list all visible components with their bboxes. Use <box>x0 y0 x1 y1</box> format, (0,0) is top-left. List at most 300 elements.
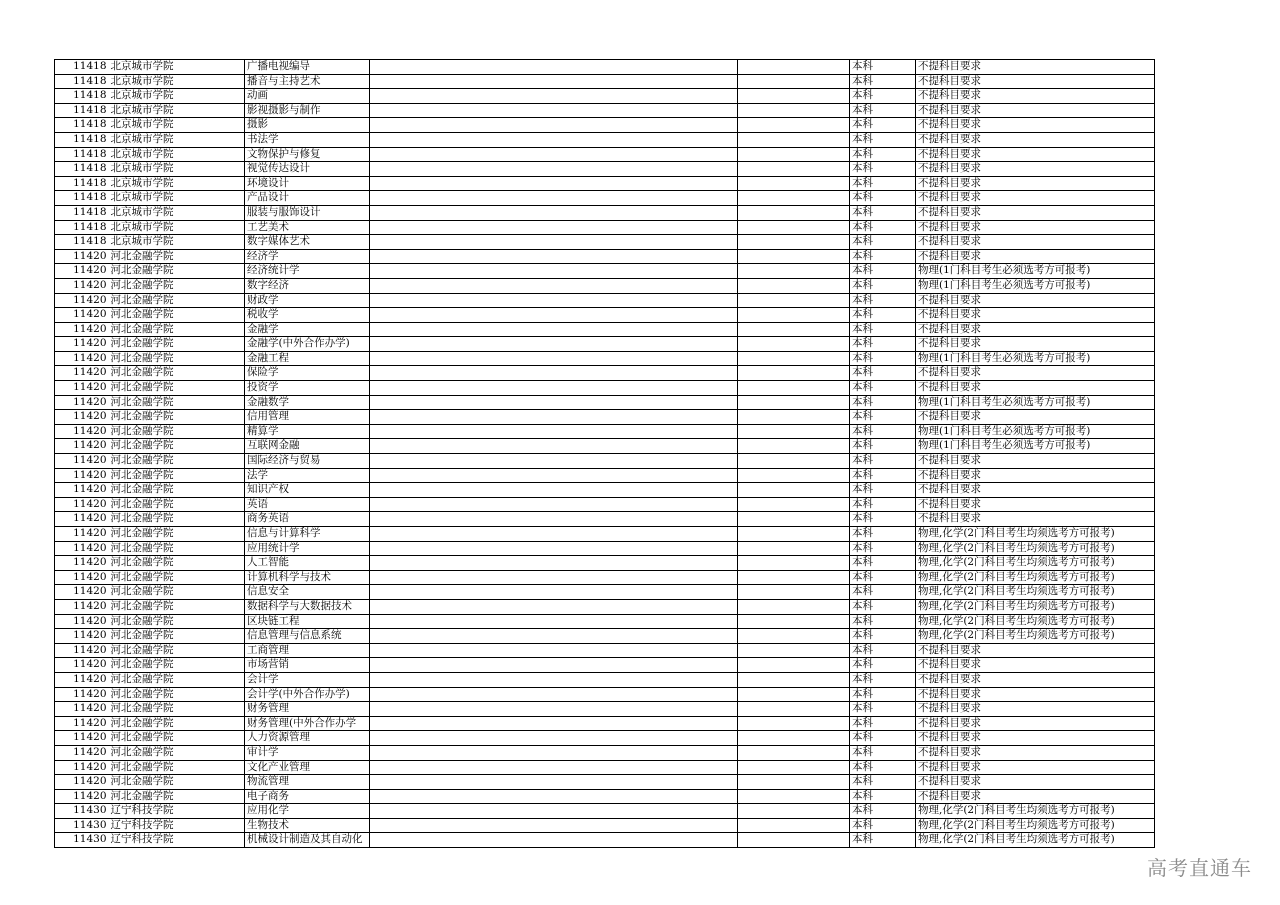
major-name-cell: 信息管理与信息系统 <box>245 629 370 644</box>
table-row <box>55 497 1155 512</box>
blank-cell <box>738 702 850 717</box>
school-code-cell: 11418 <box>55 147 109 162</box>
school-name-cell: 河北金融学院 <box>109 716 245 731</box>
table-row <box>55 235 1155 250</box>
school-name-cell: 辽宁科技学院 <box>109 818 245 833</box>
school-code-cell: 11420 <box>55 497 109 512</box>
school-name-cell: 河北金融学院 <box>109 395 245 410</box>
school-code-cell: 11420 <box>55 629 109 644</box>
blank-cell <box>370 176 738 191</box>
blank-cell <box>370 672 738 687</box>
school-name-cell: 河北金融学院 <box>109 366 245 381</box>
blank-cell <box>738 527 850 542</box>
blank-cell <box>738 541 850 556</box>
subject-requirement-cell: 物理,化学(2门科目考生均须选考方可报考) <box>916 804 1155 819</box>
school-name-cell: 河北金融学院 <box>109 614 245 629</box>
school-name-cell: 北京城市学院 <box>109 235 245 250</box>
admission-requirements-table <box>54 59 1155 848</box>
table-row <box>55 716 1155 731</box>
subject-requirement-cell: 不提科目要求 <box>916 672 1155 687</box>
school-code-cell: 11420 <box>55 454 109 469</box>
school-name-cell: 河北金融学院 <box>109 672 245 687</box>
subject-requirement-cell: 不提科目要求 <box>916 745 1155 760</box>
blank-cell <box>370 731 738 746</box>
school-name-cell: 河北金融学院 <box>109 497 245 512</box>
school-name-cell: 河北金融学院 <box>109 293 245 308</box>
blank-cell <box>738 191 850 206</box>
major-name-cell: 国际经济与贸易 <box>245 454 370 469</box>
school-name-cell: 河北金融学院 <box>109 512 245 527</box>
table-row <box>55 643 1155 658</box>
blank-cell <box>738 556 850 571</box>
blank-cell <box>370 599 738 614</box>
blank-cell <box>370 760 738 775</box>
school-code-cell: 11420 <box>55 527 109 542</box>
subject-requirement-cell: 不提科目要求 <box>916 89 1155 104</box>
table-row <box>55 541 1155 556</box>
subject-requirement-cell: 不提科目要求 <box>916 162 1155 177</box>
degree-level-cell: 本科 <box>850 162 916 177</box>
blank-cell <box>370 527 738 542</box>
table-row <box>55 789 1155 804</box>
table-row <box>55 483 1155 498</box>
blank-cell <box>738 599 850 614</box>
degree-level-cell: 本科 <box>850 527 916 542</box>
blank-cell <box>370 132 738 147</box>
major-name-cell: 应用统计学 <box>245 541 370 556</box>
school-code-cell: 11420 <box>55 687 109 702</box>
subject-requirement-cell: 不提科目要求 <box>916 687 1155 702</box>
blank-cell <box>370 60 738 75</box>
subject-requirement-cell: 物理,化学(2门科目考生均须选考方可报考) <box>916 585 1155 600</box>
school-code-cell: 11420 <box>55 658 109 673</box>
major-name-cell: 机械设计制造及其自动化 <box>245 833 370 848</box>
degree-level-cell: 本科 <box>850 147 916 162</box>
blank-cell <box>370 468 738 483</box>
blank-cell <box>370 278 738 293</box>
school-name-cell: 北京城市学院 <box>109 205 245 220</box>
blank-cell <box>738 760 850 775</box>
blank-cell <box>738 89 850 104</box>
table-row <box>55 132 1155 147</box>
subject-requirement-cell: 不提科目要求 <box>916 147 1155 162</box>
school-code-cell: 11420 <box>55 716 109 731</box>
subject-requirement-cell: 不提科目要求 <box>916 512 1155 527</box>
major-name-cell: 影视摄影与制作 <box>245 103 370 118</box>
degree-level-cell: 本科 <box>850 483 916 498</box>
school-name-cell: 河北金融学院 <box>109 424 245 439</box>
degree-level-cell: 本科 <box>850 439 916 454</box>
blank-cell <box>738 132 850 147</box>
subject-requirement-cell: 不提科目要求 <box>916 337 1155 352</box>
blank-cell <box>738 643 850 658</box>
school-name-cell: 河北金融学院 <box>109 731 245 746</box>
subject-requirement-cell: 不提科目要求 <box>916 468 1155 483</box>
subject-requirement-cell: 不提科目要求 <box>916 789 1155 804</box>
degree-level-cell: 本科 <box>850 103 916 118</box>
major-name-cell: 动画 <box>245 89 370 104</box>
school-name-cell: 河北金融学院 <box>109 337 245 352</box>
major-name-cell: 财务管理 <box>245 702 370 717</box>
table-row <box>55 614 1155 629</box>
table-row <box>55 351 1155 366</box>
blank-cell <box>370 395 738 410</box>
blank-cell <box>370 775 738 790</box>
table-row <box>55 205 1155 220</box>
table-row <box>55 833 1155 848</box>
blank-cell <box>738 322 850 337</box>
school-code-cell: 11420 <box>55 745 109 760</box>
subject-requirement-cell: 不提科目要求 <box>916 731 1155 746</box>
subject-requirement-cell: 物理(1门科目考生必须选考方可报考) <box>916 351 1155 366</box>
school-code-cell: 11420 <box>55 585 109 600</box>
degree-level-cell: 本科 <box>850 804 916 819</box>
table-row <box>55 745 1155 760</box>
major-name-cell: 生物技术 <box>245 818 370 833</box>
school-name-cell: 北京城市学院 <box>109 74 245 89</box>
table-row <box>55 599 1155 614</box>
school-name-cell: 北京城市学院 <box>109 60 245 75</box>
blank-cell <box>738 337 850 352</box>
degree-level-cell: 本科 <box>850 132 916 147</box>
major-name-cell: 书法学 <box>245 132 370 147</box>
school-code-cell: 11418 <box>55 235 109 250</box>
subject-requirement-cell: 不提科目要求 <box>916 103 1155 118</box>
table-row <box>55 191 1155 206</box>
blank-cell <box>738 220 850 235</box>
degree-level-cell: 本科 <box>850 512 916 527</box>
table-row <box>55 249 1155 264</box>
blank-cell <box>738 731 850 746</box>
blank-cell <box>370 483 738 498</box>
school-code-cell: 11420 <box>55 731 109 746</box>
subject-requirement-cell: 不提科目要求 <box>916 497 1155 512</box>
school-name-cell: 河北金融学院 <box>109 775 245 790</box>
school-code-cell: 11420 <box>55 512 109 527</box>
school-code-cell: 11420 <box>55 381 109 396</box>
major-name-cell: 市场营销 <box>245 658 370 673</box>
school-code-cell: 11420 <box>55 264 109 279</box>
major-name-cell: 播音与主持艺术 <box>245 74 370 89</box>
school-code-cell: 11420 <box>55 556 109 571</box>
degree-level-cell: 本科 <box>850 789 916 804</box>
blank-cell <box>738 118 850 133</box>
degree-level-cell: 本科 <box>850 235 916 250</box>
subject-requirement-cell: 不提科目要求 <box>916 191 1155 206</box>
major-name-cell: 经济学 <box>245 249 370 264</box>
blank-cell <box>738 162 850 177</box>
table-row <box>55 89 1155 104</box>
school-name-cell: 北京城市学院 <box>109 176 245 191</box>
table-row <box>55 176 1155 191</box>
table-row <box>55 264 1155 279</box>
blank-cell <box>370 264 738 279</box>
school-code-cell: 11430 <box>55 833 109 848</box>
degree-level-cell: 本科 <box>850 337 916 352</box>
blank-cell <box>370 658 738 673</box>
table-row <box>55 162 1155 177</box>
blank-cell <box>370 322 738 337</box>
major-name-cell: 人力资源管理 <box>245 731 370 746</box>
school-code-cell: 11420 <box>55 614 109 629</box>
blank-cell <box>370 643 738 658</box>
school-code-cell: 11420 <box>55 308 109 323</box>
school-code-cell: 11420 <box>55 599 109 614</box>
school-code-cell: 11420 <box>55 483 109 498</box>
blank-cell <box>370 337 738 352</box>
school-code-cell: 11418 <box>55 191 109 206</box>
table-row <box>55 322 1155 337</box>
blank-cell <box>370 614 738 629</box>
school-code-cell: 11420 <box>55 570 109 585</box>
school-code-cell: 11420 <box>55 410 109 425</box>
blank-cell <box>738 804 850 819</box>
school-code-cell: 11418 <box>55 132 109 147</box>
school-code-cell: 11420 <box>55 789 109 804</box>
degree-level-cell: 本科 <box>850 585 916 600</box>
table-row <box>55 570 1155 585</box>
school-code-cell: 11420 <box>55 322 109 337</box>
school-name-cell: 辽宁科技学院 <box>109 833 245 848</box>
blank-cell <box>370 162 738 177</box>
major-name-cell: 保险学 <box>245 366 370 381</box>
table-row <box>55 103 1155 118</box>
blank-cell <box>738 468 850 483</box>
blank-cell <box>738 264 850 279</box>
school-name-cell: 北京城市学院 <box>109 103 245 118</box>
blank-cell <box>370 381 738 396</box>
degree-level-cell: 本科 <box>850 570 916 585</box>
blank-cell <box>738 585 850 600</box>
major-name-cell: 区块链工程 <box>245 614 370 629</box>
table-row <box>55 147 1155 162</box>
blank-cell <box>738 74 850 89</box>
school-name-cell: 河北金融学院 <box>109 599 245 614</box>
blank-cell <box>370 74 738 89</box>
subject-requirement-cell: 不提科目要求 <box>916 249 1155 264</box>
blank-cell <box>370 103 738 118</box>
degree-level-cell: 本科 <box>850 118 916 133</box>
school-name-cell: 河北金融学院 <box>109 570 245 585</box>
subject-requirement-cell: 物理,化学(2门科目考生均须选考方可报考) <box>916 629 1155 644</box>
school-name-cell: 河北金融学院 <box>109 439 245 454</box>
subject-requirement-cell: 不提科目要求 <box>916 118 1155 133</box>
blank-cell <box>738 308 850 323</box>
school-code-cell: 11420 <box>55 351 109 366</box>
blank-cell <box>370 818 738 833</box>
school-code-cell: 11420 <box>55 643 109 658</box>
blank-cell <box>370 410 738 425</box>
major-name-cell: 文化产业管理 <box>245 760 370 775</box>
school-name-cell: 河北金融学院 <box>109 658 245 673</box>
school-name-cell: 河北金融学院 <box>109 745 245 760</box>
school-name-cell: 河北金融学院 <box>109 264 245 279</box>
major-name-cell: 人工智能 <box>245 556 370 571</box>
subject-requirement-cell: 物理,化学(2门科目考生均须选考方可报考) <box>916 614 1155 629</box>
major-name-cell: 工艺美术 <box>245 220 370 235</box>
major-name-cell: 工商管理 <box>245 643 370 658</box>
subject-requirement-cell: 不提科目要求 <box>916 658 1155 673</box>
table-row <box>55 556 1155 571</box>
degree-level-cell: 本科 <box>850 702 916 717</box>
table-row <box>55 220 1155 235</box>
blank-cell <box>738 483 850 498</box>
subject-requirement-cell: 物理(1门科目考生必须选考方可报考) <box>916 439 1155 454</box>
table-row <box>55 658 1155 673</box>
major-name-cell: 产品设计 <box>245 191 370 206</box>
table-row <box>55 395 1155 410</box>
degree-level-cell: 本科 <box>850 775 916 790</box>
table-row <box>55 74 1155 89</box>
school-code-cell: 11420 <box>55 672 109 687</box>
subject-requirement-cell: 不提科目要求 <box>916 454 1155 469</box>
blank-cell <box>370 147 738 162</box>
blank-cell <box>738 672 850 687</box>
school-code-cell: 11418 <box>55 176 109 191</box>
blank-cell <box>738 512 850 527</box>
subject-requirement-cell: 物理(1门科目考生必须选考方可报考) <box>916 278 1155 293</box>
school-name-cell: 河北金融学院 <box>109 629 245 644</box>
school-code-cell: 11418 <box>55 162 109 177</box>
blank-cell <box>370 541 738 556</box>
table-row <box>55 410 1155 425</box>
school-name-cell: 河北金融学院 <box>109 483 245 498</box>
table-row <box>55 687 1155 702</box>
school-code-cell: 11418 <box>55 89 109 104</box>
school-code-cell: 11420 <box>55 702 109 717</box>
blank-cell <box>738 745 850 760</box>
school-name-cell: 河北金融学院 <box>109 381 245 396</box>
blank-cell <box>738 497 850 512</box>
school-name-cell: 河北金融学院 <box>109 468 245 483</box>
major-name-cell: 经济统计学 <box>245 264 370 279</box>
degree-level-cell: 本科 <box>850 541 916 556</box>
major-name-cell: 计算机科学与技术 <box>245 570 370 585</box>
school-code-cell: 11420 <box>55 775 109 790</box>
blank-cell <box>370 205 738 220</box>
major-name-cell: 法学 <box>245 468 370 483</box>
blank-cell <box>738 103 850 118</box>
major-name-cell: 数字媒体艺术 <box>245 235 370 250</box>
subject-requirement-cell: 不提科目要求 <box>916 322 1155 337</box>
subject-requirement-cell: 不提科目要求 <box>916 410 1155 425</box>
blank-cell <box>738 439 850 454</box>
school-name-cell: 河北金融学院 <box>109 351 245 366</box>
degree-level-cell: 本科 <box>850 191 916 206</box>
blank-cell <box>370 556 738 571</box>
blank-cell <box>370 439 738 454</box>
degree-level-cell: 本科 <box>850 760 916 775</box>
blank-cell <box>370 512 738 527</box>
blank-cell <box>370 118 738 133</box>
subject-requirement-cell: 不提科目要求 <box>916 220 1155 235</box>
subject-requirement-cell: 不提科目要求 <box>916 60 1155 75</box>
major-name-cell: 服装与服饰设计 <box>245 205 370 220</box>
table-row <box>55 775 1155 790</box>
major-name-cell: 财务管理(中外合作办学 <box>245 716 370 731</box>
table-row <box>55 818 1155 833</box>
blank-cell <box>738 249 850 264</box>
major-name-cell: 会计学(中外合作办学) <box>245 687 370 702</box>
blank-cell <box>738 293 850 308</box>
school-name-cell: 北京城市学院 <box>109 220 245 235</box>
major-name-cell: 知识产权 <box>245 483 370 498</box>
blank-cell <box>370 745 738 760</box>
degree-level-cell: 本科 <box>850 89 916 104</box>
school-code-cell: 11420 <box>55 424 109 439</box>
major-name-cell: 财政学 <box>245 293 370 308</box>
degree-level-cell: 本科 <box>850 308 916 323</box>
major-name-cell: 数字经济 <box>245 278 370 293</box>
table-row <box>55 439 1155 454</box>
degree-level-cell: 本科 <box>850 833 916 848</box>
blank-cell <box>370 585 738 600</box>
table-row <box>55 118 1155 133</box>
subject-requirement-cell: 不提科目要求 <box>916 366 1155 381</box>
table-row <box>55 337 1155 352</box>
school-name-cell: 河北金融学院 <box>109 702 245 717</box>
blank-cell <box>370 687 738 702</box>
major-name-cell: 审计学 <box>245 745 370 760</box>
table-row <box>55 308 1155 323</box>
blank-cell <box>738 424 850 439</box>
school-code-cell: 11420 <box>55 249 109 264</box>
school-name-cell: 河北金融学院 <box>109 249 245 264</box>
major-name-cell: 物流管理 <box>245 775 370 790</box>
blank-cell <box>738 818 850 833</box>
degree-level-cell: 本科 <box>850 278 916 293</box>
blank-cell <box>738 687 850 702</box>
subject-requirement-cell: 物理,化学(2门科目考生均须选考方可报考) <box>916 556 1155 571</box>
degree-level-cell: 本科 <box>850 410 916 425</box>
subject-requirement-cell: 不提科目要求 <box>916 643 1155 658</box>
blank-cell <box>370 716 738 731</box>
subject-requirement-cell: 不提科目要求 <box>916 235 1155 250</box>
degree-level-cell: 本科 <box>850 818 916 833</box>
major-name-cell: 金融工程 <box>245 351 370 366</box>
degree-level-cell: 本科 <box>850 672 916 687</box>
major-name-cell: 金融数学 <box>245 395 370 410</box>
school-name-cell: 河北金融学院 <box>109 322 245 337</box>
blank-cell <box>370 570 738 585</box>
blank-cell <box>738 716 850 731</box>
degree-level-cell: 本科 <box>850 497 916 512</box>
school-name-cell: 北京城市学院 <box>109 132 245 147</box>
blank-cell <box>370 804 738 819</box>
school-name-cell: 河北金融学院 <box>109 760 245 775</box>
blank-cell <box>738 775 850 790</box>
table-row <box>55 760 1155 775</box>
degree-level-cell: 本科 <box>850 556 916 571</box>
degree-level-cell: 本科 <box>850 351 916 366</box>
degree-level-cell: 本科 <box>850 293 916 308</box>
subject-requirement-cell: 物理,化学(2门科目考生均须选考方可报考) <box>916 541 1155 556</box>
major-name-cell: 精算学 <box>245 424 370 439</box>
blank-cell <box>738 614 850 629</box>
major-name-cell: 投资学 <box>245 381 370 396</box>
school-code-cell: 11420 <box>55 541 109 556</box>
school-code-cell: 11420 <box>55 366 109 381</box>
school-code-cell: 11418 <box>55 118 109 133</box>
blank-cell <box>370 454 738 469</box>
major-name-cell: 视觉传达设计 <box>245 162 370 177</box>
table-row <box>55 366 1155 381</box>
degree-level-cell: 本科 <box>850 614 916 629</box>
school-code-cell: 11420 <box>55 468 109 483</box>
blank-cell <box>370 89 738 104</box>
subject-requirement-cell: 物理,化学(2门科目考生均须选考方可报考) <box>916 527 1155 542</box>
blank-cell <box>738 60 850 75</box>
